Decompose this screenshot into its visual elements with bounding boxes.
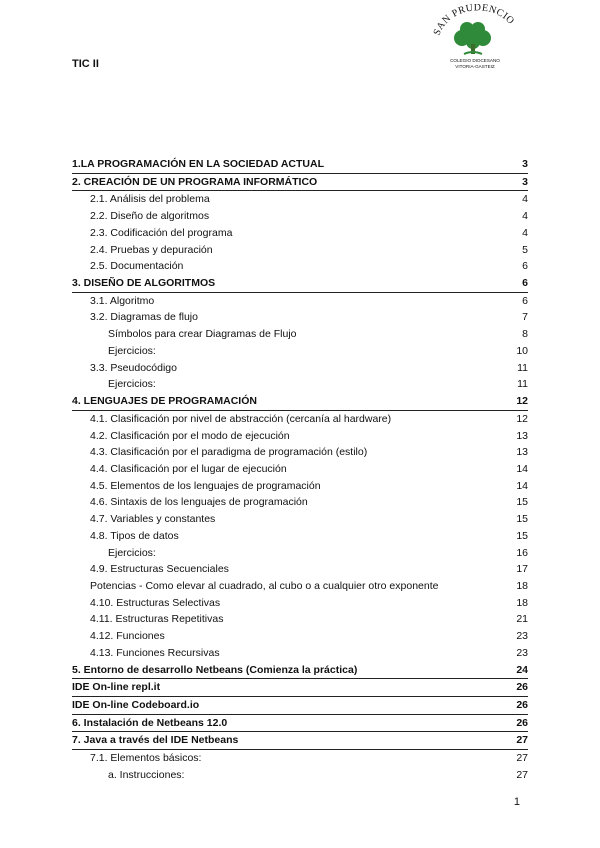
toc-entry[interactable] (72, 444, 528, 461)
toc-entry-page: 3 (522, 158, 528, 170)
toc-entry[interactable] (72, 767, 528, 784)
toc-entry[interactable] (72, 511, 528, 528)
toc-entry-title: Ejercicios: (108, 378, 156, 391)
toc-entry[interactable] (72, 242, 528, 259)
table-of-contents (72, 156, 528, 784)
toc-entry-page: 27 (516, 768, 528, 781)
toc-entry[interactable] (72, 343, 528, 360)
toc-entry-title: 1.LA PROGRAMACIÓN EN LA SOCIEDAD ACTUAL (72, 158, 324, 170)
toc-entry-page: 4 (522, 210, 528, 223)
toc-entry-page: 26 (516, 681, 528, 694)
toc-entry[interactable] (72, 293, 528, 310)
toc-entry[interactable] (72, 494, 528, 511)
toc-entry[interactable] (72, 376, 528, 393)
toc-entry[interactable] (72, 662, 528, 680)
toc-entry[interactable] (72, 275, 528, 293)
toc-entry-title: 4. LENGUAJES DE PROGRAMACIÓN (72, 395, 257, 408)
toc-entry[interactable] (72, 715, 528, 733)
toc-entry-page: 17 (516, 563, 528, 576)
toc-entry-page: 18 (516, 596, 528, 609)
toc-entry-page: 4 (522, 193, 528, 206)
toc-entry[interactable] (72, 528, 528, 545)
toc-entry[interactable] (72, 309, 528, 326)
school-logo (420, 4, 530, 74)
toc-entry[interactable] (72, 393, 528, 411)
toc-entry[interactable] (72, 225, 528, 242)
logo-line2: VITORIA-GASTEIZ (455, 64, 495, 69)
toc-entry-page: 26 (516, 699, 528, 711)
toc-entry-title: 2.3. Codificación del programa (90, 226, 233, 239)
logo-line1: COLEGIO DIOCESANO (450, 58, 500, 63)
toc-entry-page: 26 (516, 716, 528, 729)
toc-entry-title: 2. CREACIÓN DE UN PROGRAMA INFORMÁTICO (72, 175, 318, 188)
toc-entry-title: IDE On-line repl.it (72, 681, 161, 694)
toc-entry-page: 21 (516, 613, 528, 626)
toc-entry-title: 6. Instalación de Netbeans 12.0 (72, 716, 228, 729)
toc-entry[interactable] (72, 545, 528, 562)
toc-entry[interactable] (72, 578, 528, 595)
tree-logo-icon (420, 4, 530, 74)
toc-entry-page: 6 (522, 294, 528, 307)
toc-entry[interactable] (72, 411, 528, 428)
document-header-title: TIC II (72, 58, 99, 70)
toc-entry-title: 7.1. Elementos básicos: (90, 752, 202, 765)
toc-entry-page: 15 (516, 529, 528, 542)
toc-entry[interactable] (72, 732, 528, 750)
toc-entry-page: 14 (516, 479, 528, 492)
toc-entry[interactable] (72, 191, 528, 208)
toc-entry-title: a. Instrucciones: (108, 768, 185, 781)
toc-entry-page: 11 (517, 361, 528, 374)
toc-entry-page: 12 (516, 412, 528, 425)
toc-entry[interactable] (72, 628, 528, 645)
toc-entry-title: 4.10. Estructuras Selectivas (90, 596, 221, 609)
toc-entry-title: Ejercicios: (108, 344, 156, 357)
toc-entry[interactable] (72, 326, 528, 343)
toc-entry[interactable] (72, 595, 528, 612)
footer-page-number: 1 (513, 796, 520, 808)
toc-entry-page: 5 (522, 243, 528, 256)
toc-entry-page: 24 (516, 663, 528, 676)
toc-entry-page: 6 (522, 277, 528, 290)
toc-entry-page: 7 (522, 311, 528, 324)
toc-entry-title: 2.1. Análisis del problema (90, 193, 210, 206)
toc-entry-title: 4.11. Estructuras Repetitivas (90, 613, 224, 626)
toc-entry-page: 18 (516, 579, 528, 592)
toc-entry-page: 12 (516, 395, 528, 408)
toc-entry[interactable] (72, 645, 528, 662)
toc-entry-page: 16 (516, 546, 528, 559)
toc-entry-page: 10 (516, 344, 528, 357)
toc-entry-page: 27 (516, 752, 528, 765)
toc-entry[interactable] (72, 428, 528, 445)
toc-entry[interactable] (72, 461, 528, 478)
toc-entry[interactable] (72, 174, 528, 192)
toc-entry[interactable] (72, 611, 528, 628)
toc-entry-title: 3.2. Diagramas de flujo (90, 311, 198, 324)
toc-entry-page: 8 (522, 328, 528, 341)
toc-entry-title: 4.9. Estructuras Secuenciales (90, 563, 229, 576)
toc-entry[interactable] (72, 156, 528, 174)
toc-entry-title: 2.4. Pruebas y depuración (90, 243, 213, 256)
toc-entry[interactable] (72, 561, 528, 578)
toc-entry-title: 4.1. Clasificación por nivel de abstracción (cercanía al hardware) (90, 412, 392, 425)
toc-entry-title: 4.8. Tipos de datos (90, 529, 179, 542)
toc-entry-title: Ejercicios: (108, 546, 156, 559)
toc-entry-page: 23 (516, 630, 528, 643)
toc-entry-page: 4 (522, 226, 528, 239)
toc-entry-page: 14 (516, 462, 528, 475)
toc-entry-title: 7. Java a través del IDE Netbeans (72, 734, 239, 747)
toc-entry-page: 23 (516, 646, 528, 659)
toc-entry[interactable] (72, 750, 528, 767)
toc-entry-title: 3.3. Pseudocódigo (90, 361, 177, 374)
toc-entry-title: IDE On-line Codeboard.io (72, 699, 200, 711)
toc-entry[interactable] (72, 258, 528, 275)
toc-entry-title: 4.5. Elementos de los lenguajes de programación (90, 479, 321, 492)
toc-entry-page: 27 (516, 734, 528, 747)
toc-entry-page: 11 (517, 378, 528, 391)
logo-arc-text: SAN PRUDENCIO (431, 4, 517, 38)
toc-entry-page: 6 (522, 260, 528, 273)
toc-entry-title: 4.13. Funciones Recursivas (90, 646, 220, 659)
toc-entry-page: 13 (516, 429, 528, 442)
toc-entry[interactable] (72, 360, 528, 377)
toc-entry-title: 3. DISEÑO DE ALGORITMOS (72, 277, 216, 290)
toc-entry-title: 4.7. Variables y constantes (90, 513, 216, 526)
toc-entry-title: 5. Entorno de desarrollo Netbeans (Comienza la práctica) (72, 663, 358, 676)
toc-entry-title: Potencias - Como elevar al cuadrado, al cubo o a cualquier otro exponente (90, 579, 439, 592)
toc-entry[interactable] (72, 208, 528, 225)
toc-entry-title: 4.3. Clasificación por el paradigma de programación (estilo) (90, 446, 368, 459)
toc-entry-title: Símbolos para crear Diagramas de Flujo (108, 328, 297, 341)
toc-entry-title: 2.5. Documentación (90, 260, 184, 273)
toc-entry-title: 2.2. Diseño de algoritmos (90, 210, 210, 223)
toc-entry-page: 15 (516, 513, 528, 526)
toc-entry-title: 4.2. Clasificación por el modo de ejecución (90, 429, 290, 442)
toc-entry-page: 15 (516, 496, 528, 509)
toc-entry[interactable] (72, 679, 528, 697)
toc-entry[interactable] (72, 478, 528, 495)
toc-entry-title: 3.1. Algoritmo (90, 294, 155, 307)
toc-entry-title: 4.12. Funciones (90, 630, 165, 643)
toc-entry-page: 13 (516, 446, 528, 459)
toc-entry-title: 4.4. Clasificación por el lugar de ejecución (90, 462, 287, 475)
toc-entry-title: 4.6. Sintaxis de los lenguajes de programación (90, 496, 308, 509)
toc-entry[interactable] (72, 697, 528, 715)
toc-entry-page: 3 (522, 175, 528, 188)
